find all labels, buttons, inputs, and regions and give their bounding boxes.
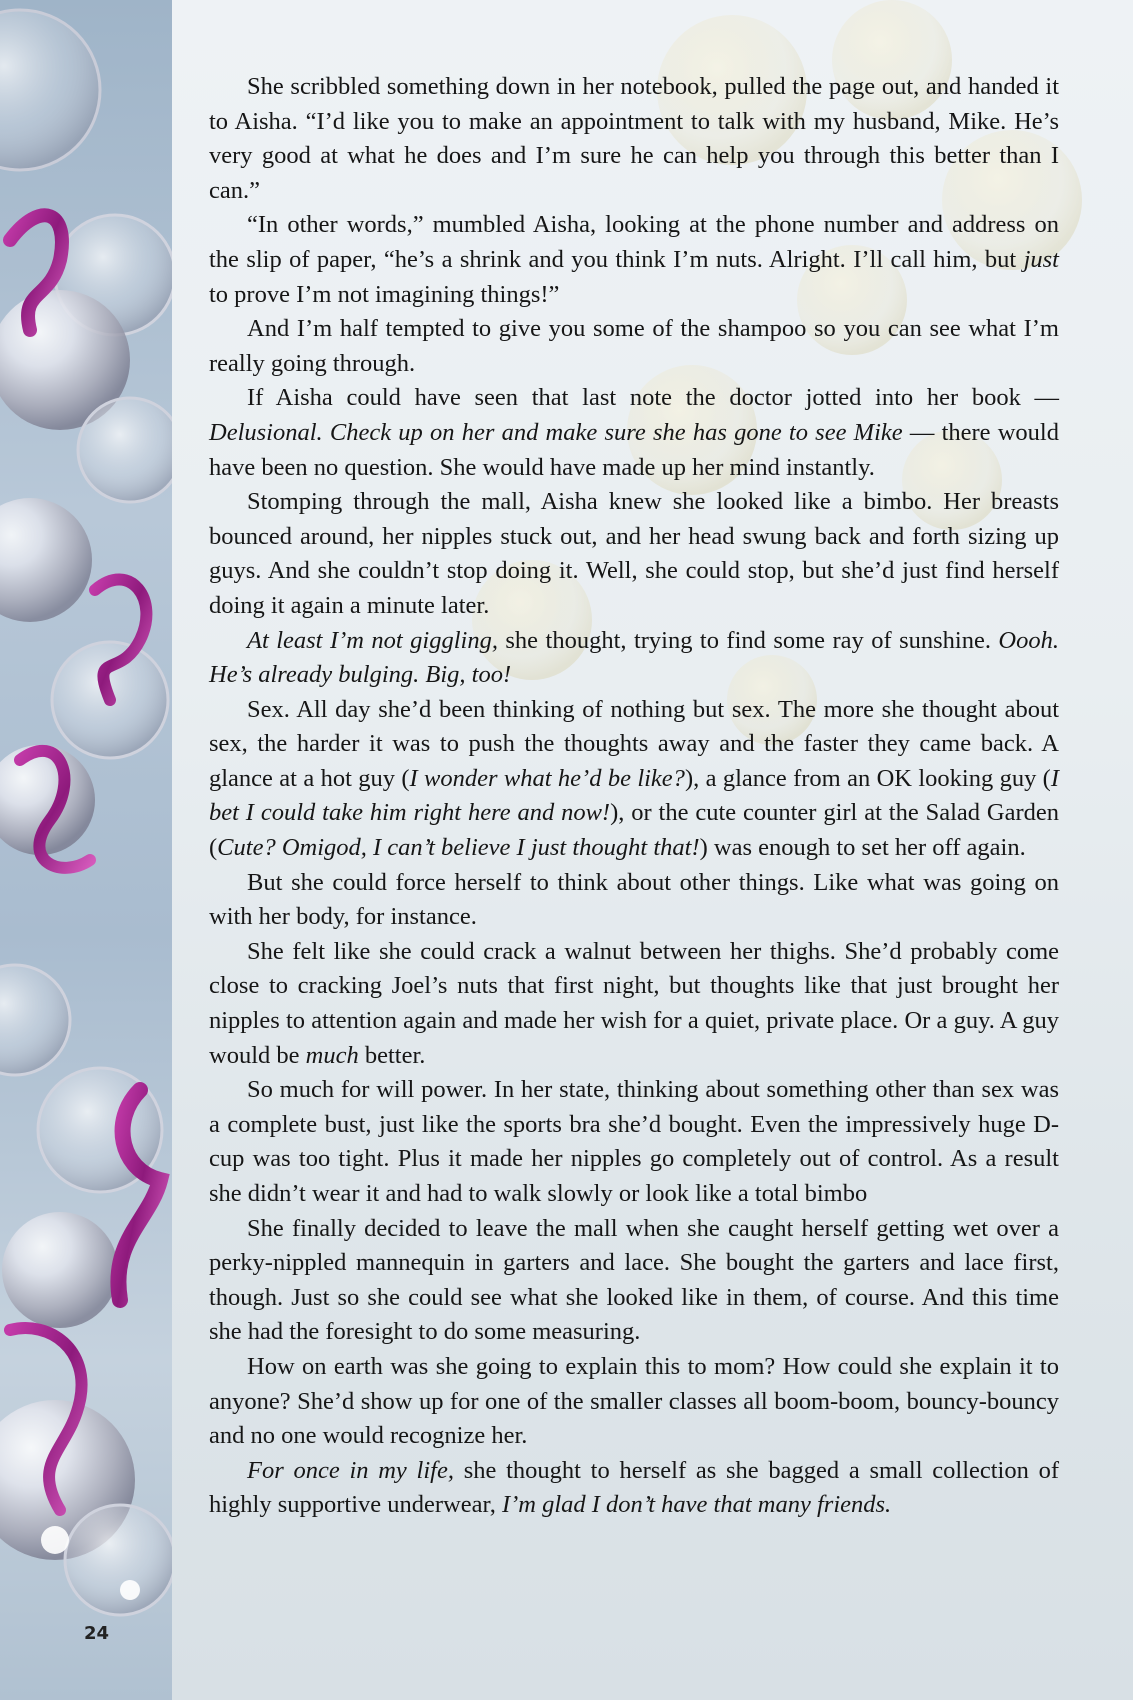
- text-run: “In other words,” mumbled Aisha, looking at the phone number and address on the slip of paper, “he’s a shrink and you think I’m nuts. Alright. I’ll call him, but: [209, 211, 1059, 273]
- italic-run: much: [305, 1041, 359, 1069]
- paragraph: [209, 381, 1059, 485]
- paragraph: [209, 1073, 1059, 1211]
- body-text: [209, 70, 1059, 1523]
- text-run: If Aisha could have seen that last note the doctor jotted into her book —: [247, 384, 1059, 412]
- italic-run: I bet I could take him right here and now!: [209, 764, 1060, 827]
- text-run: Sex. All day she’d been thinking of nothing but sex. The more she thought about sex, the harder it was to push the thoughts away and the faster they came back. A glance at a hot guy (: [209, 695, 1059, 792]
- text-run: — there would have been no question. She would have made up her mind instantly.: [209, 418, 1059, 481]
- text-run: ), a glance from an OK looking guy (: [684, 764, 1051, 792]
- text-run: ), or the cute counter girl at the Salad Garden (: [209, 799, 1059, 862]
- text-run: But she could force herself to think about other things. Like what was going on with her body, for instance.: [209, 868, 1059, 931]
- italic-run: At least I’m not giggling,: [247, 626, 498, 654]
- text-run: to prove I’m not imagining things!”: [209, 280, 560, 308]
- italic-run: I wonder what he’d be like?: [409, 764, 685, 792]
- italic-run: just: [1023, 245, 1059, 273]
- paragraph: [209, 866, 1059, 935]
- paragraph: [209, 624, 1059, 693]
- text-run: How on earth was she going to explain this to mom? How could she explain it to anyone? She’d show up for one of the smaller classes all boom-boom, bouncy-bouncy and no one would recognize her.: [209, 1352, 1059, 1450]
- text-run: she thought, trying to find some ray of sunshine.: [497, 626, 999, 654]
- text-run: she thought to herself as she bagged a small collection of highly supportive underwear,: [209, 1456, 1060, 1519]
- italic-run: Cute? Omigod, I can’t believe I just thought that!: [217, 834, 700, 862]
- paragraph: [209, 70, 1059, 208]
- text-run: better.: [358, 1041, 426, 1069]
- italic-run: I’m glad I don’t have that many friends.: [501, 1491, 892, 1519]
- text-run: So much for will power. In her state, thinking about something other than sex was a complete bust, just like the sports bra she’d bought. Even the impressively huge D-cup was too tight. Plus it made her nipples go completely out of control. As a result she didn’t wear it and had to walk slowly or look like a total bimbo: [209, 1076, 1059, 1207]
- italic-run: Delusional. Check up on her and make sure she has gone to see Mike: [209, 418, 903, 446]
- paragraph: [209, 1454, 1059, 1523]
- decorative-sidebar: [0, 0, 172, 1700]
- text-run: She finally decided to leave the mall when she caught herself getting wet over a perky-nippled mannequin in garters and lace. She bought the garters and lace first, though. Just so she could see what she looked like in them, of course. And this time she had the foresight to do some measuring.: [209, 1214, 1059, 1346]
- paragraph: [209, 693, 1059, 866]
- paragraph: [209, 485, 1059, 623]
- text-run: Stomping through the mall, Aisha knew she looked like a bimbo. Her breasts bounced around, her nipples stuck out, and her head swung back and forth sizing up guys. And she couldn’t stop doing it. Well, she could stop, but she’d just find herself doing it again a minute later.: [209, 488, 1059, 619]
- text-run: ) was enough to set her off again.: [699, 834, 1026, 862]
- paragraph: [209, 1212, 1059, 1350]
- pearl-ribbon-illustration: [0, 0, 172, 1700]
- text-run: She scribbled something down in her notebook, pulled the page out, and handed it to Aisha. “I’d like you to make an appointment to talk with my husband, Mike. He’s very good at what he does and I’m sure he can help you through this better than I can.”: [209, 73, 1059, 204]
- paragraph: [209, 208, 1059, 312]
- italic-run: Oooh. He’s already bulging. Big, too!: [209, 626, 1059, 689]
- text-run: And I’m half tempted to give you some of the shampoo so you can see what I’m really going through.: [209, 315, 1059, 377]
- page-number: 24: [84, 1623, 110, 1644]
- paragraph: [209, 312, 1059, 381]
- italic-run: For once in my life,: [247, 1456, 454, 1484]
- text-run: She felt like she could crack a walnut between her thighs. She’d probably come close to cracking Joel’s nuts that first night, but thoughts like that just brought her nipples to attention again and made her wish for a quiet, private place. Or a guy. A guy would be: [209, 937, 1059, 1069]
- paragraph: [209, 935, 1059, 1073]
- paragraph: [209, 1350, 1059, 1454]
